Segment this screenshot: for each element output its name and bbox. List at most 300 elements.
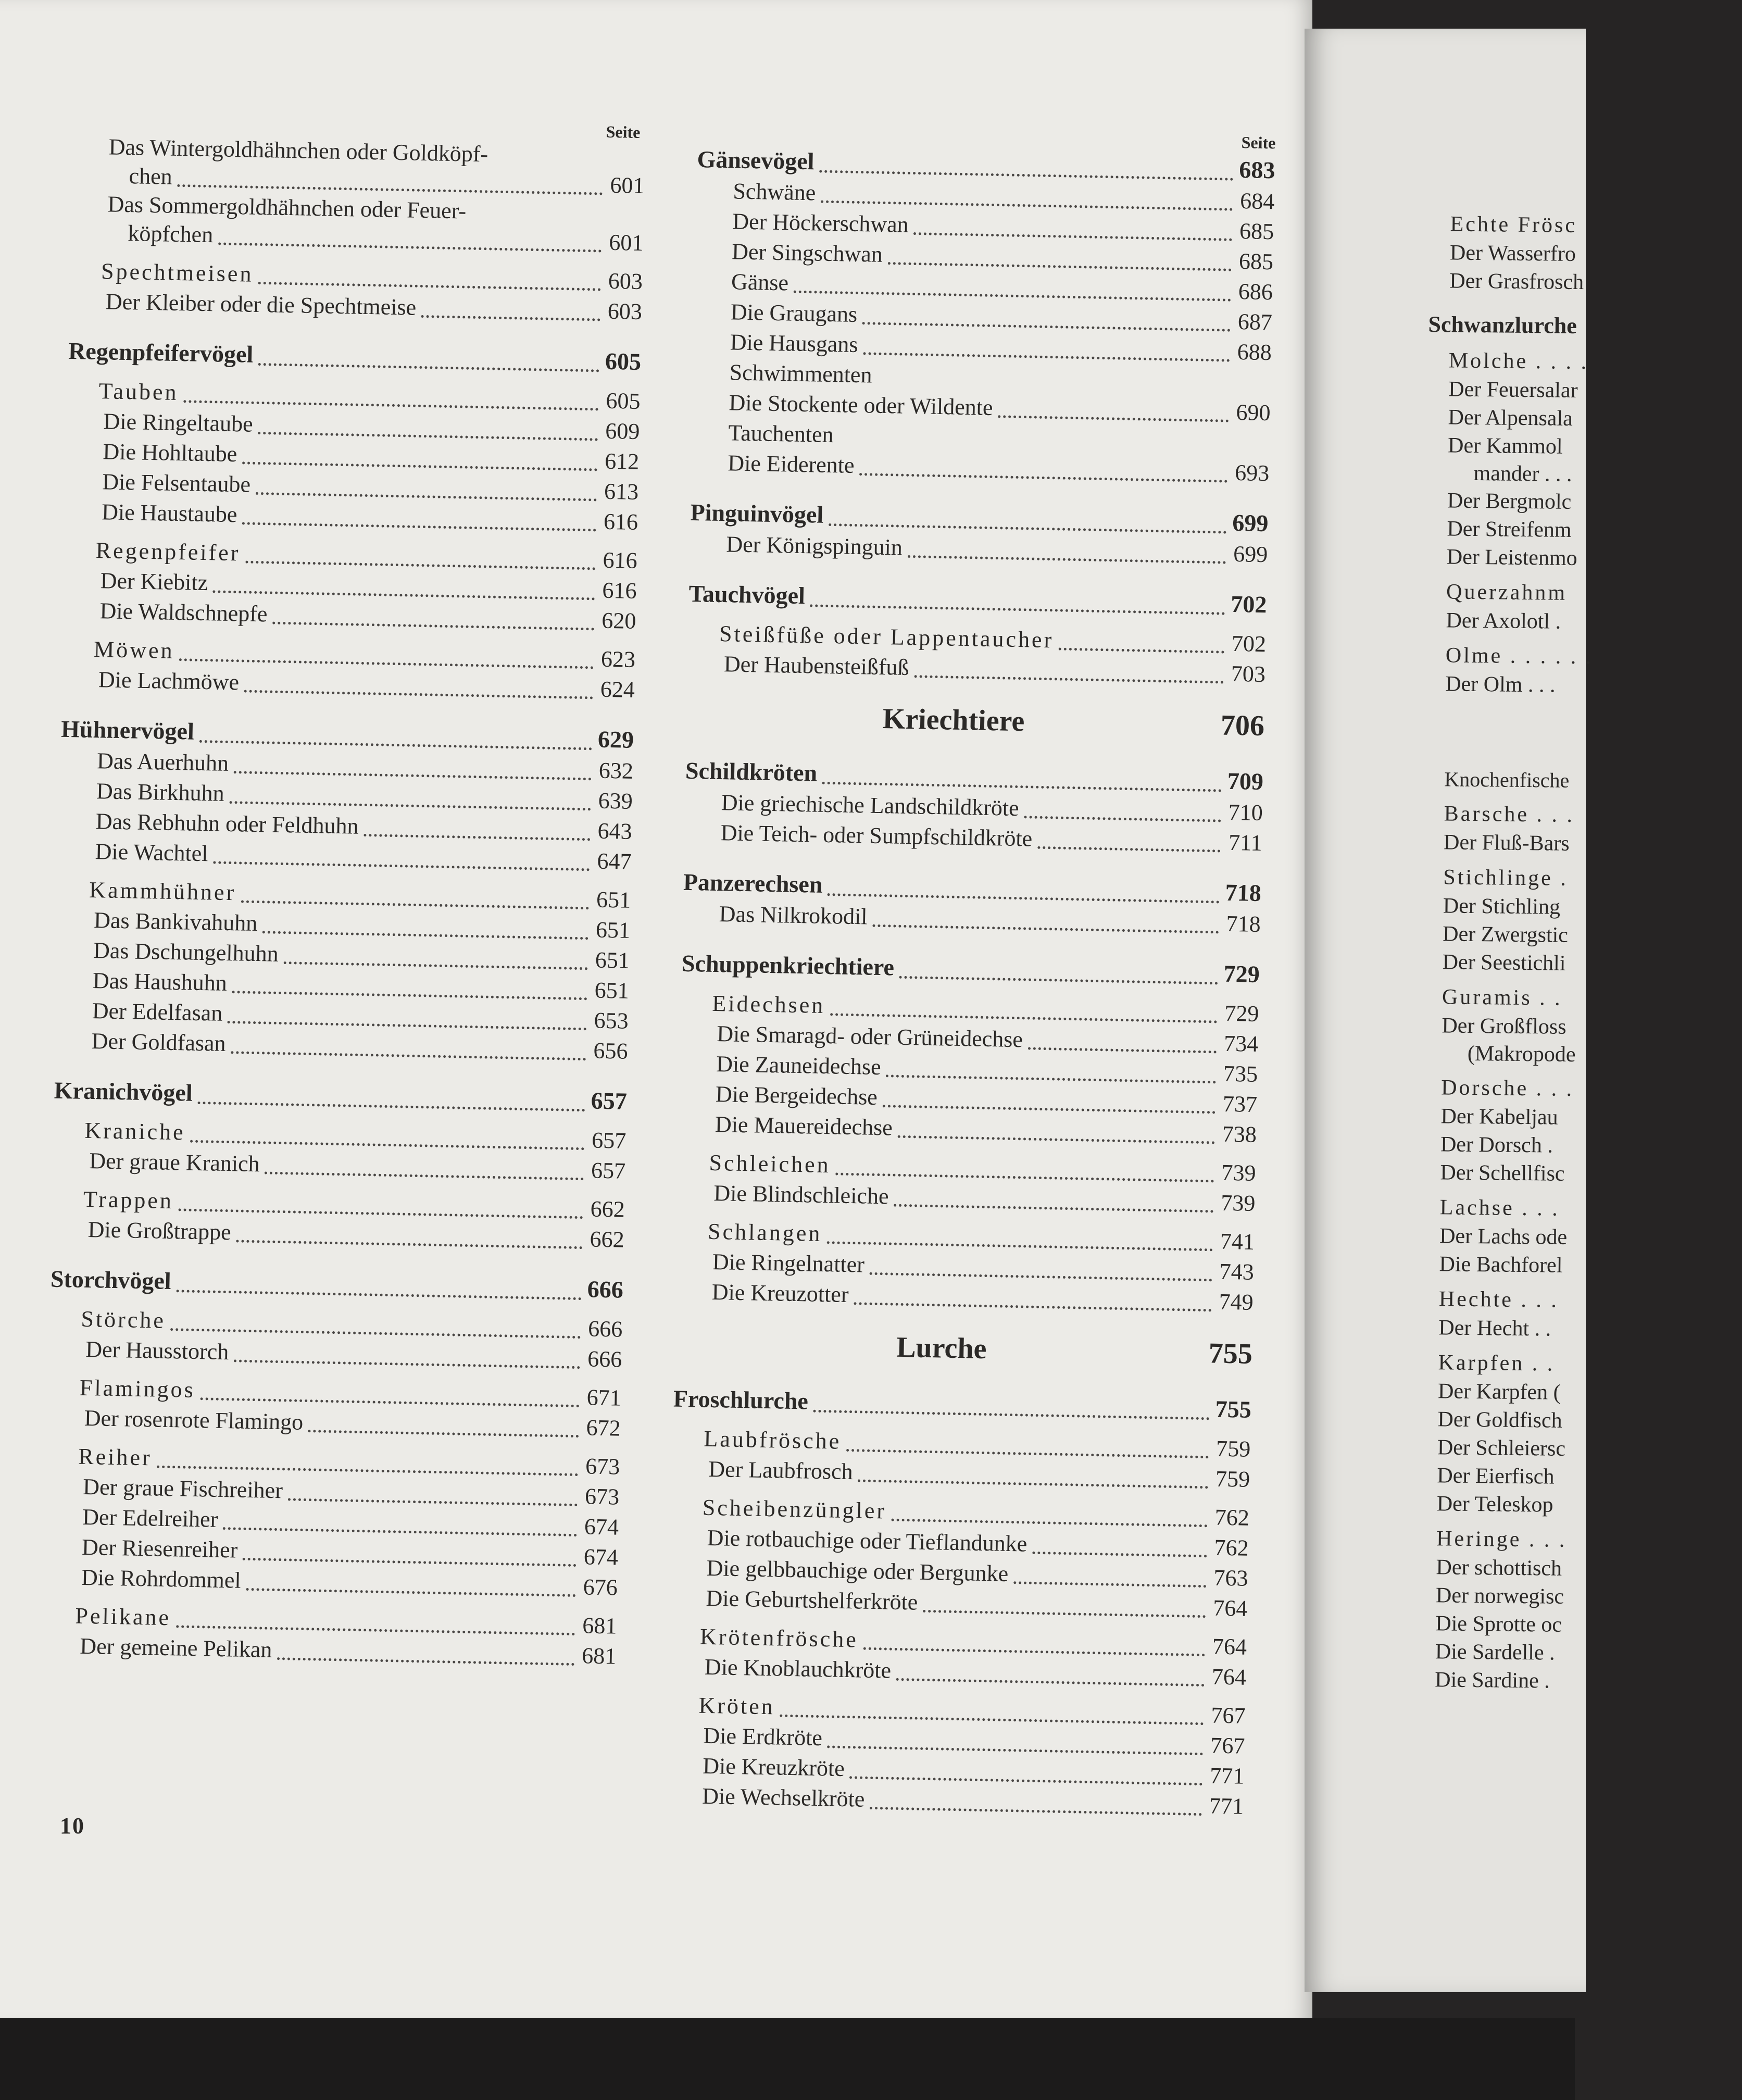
toc-entry-label: Die Lachmöwe [98,667,240,695]
toc-page-number: 681 [582,1613,617,1639]
toc-entry-label: Die Sardine . [1435,1668,1550,1693]
dot-leader [176,1290,581,1300]
dot-leader [849,1776,1202,1785]
dot-leader [262,931,588,940]
toc-entry-label: Der Hecht . . [1438,1316,1551,1341]
toc-entry-label: Der Goldfasan [91,1028,226,1056]
toc-page-number: 651 [595,947,630,973]
toc-group-heading [681,947,1260,991]
dot-leader [1059,647,1224,653]
toc-entry-label: Die Sprotte oc [1435,1611,1562,1637]
toc-group-heading [68,335,642,378]
toc-entry-label: Die Hohltaube [103,439,237,467]
toc-entry-label: Dorsche . . . [1440,1076,1574,1101]
toc-entry-label: Der Olm . . . [1445,672,1556,697]
dot-leader [870,1807,1202,1816]
toc-page-number: 706 [1220,709,1265,743]
dot-leader [283,961,587,970]
toc-entry-label: Laubfrösche [704,1426,842,1454]
toc-entry [1422,892,1735,923]
toc-entry-label: Die Ringelnatter [712,1248,865,1278]
toc-entry-label: Die Bergeidechse [715,1081,878,1110]
toc-entry-label: Die Kreuzotter [711,1279,849,1307]
toc-family-entry [1429,209,1742,242]
toc-page-number: 662 [590,1226,625,1253]
toc-column-middle [666,122,1276,1822]
toc-entry-label: Gänse [731,269,789,296]
toc-entry-label: Schildkröten [685,757,818,786]
dot-leader [258,363,599,372]
toc-entry-label: Der Bergmolc [1447,489,1572,514]
dot-leader [242,522,596,531]
toc-entry-label: Steißfüße oder Lappentaucher [719,620,1054,653]
toc-list [1414,209,1742,1697]
dot-leader [242,461,597,471]
toc-entry-label: Lurche [896,1331,987,1366]
toc-section-heading [674,1322,1252,1375]
toc-entry-label: Gänsevögel [697,145,814,175]
toc-entry-label: Krötenfrösche [699,1623,859,1653]
dot-leader [914,675,1223,683]
toc-entry-label: Hühnervögel [60,715,195,745]
toc-entry-label: Eidechsen [712,990,825,1018]
toc-entry-label: Schwimmenten [729,359,872,388]
toc-entry-label: Der Schleiersc [1437,1435,1566,1461]
toc-entry-label: Hechte . . . [1438,1287,1559,1312]
toc-page-number: 662 [590,1196,625,1222]
toc-entry [70,190,644,258]
toc-entry-label: Die Zauneidechse [716,1051,882,1080]
toc-entry-label: Kranichvögel [54,1077,193,1106]
toc-entry [1421,1011,1734,1043]
toc-page-number: 683 [1238,156,1275,184]
toc-page-number: 749 [1219,1289,1254,1315]
dot-leader [810,604,1225,615]
toc-page-number: 623 [600,646,636,672]
toc-entry-label: Der Singschwan [731,239,883,267]
toc-page-number: 656 [593,1038,629,1064]
toc-entry-label: Der Schellfisc [1440,1160,1565,1186]
toc-entry-label: Schleichen [709,1149,831,1178]
toc-entry-label: Kriechtiere [882,703,1025,738]
toc-entry-label: Regenpfeifervögel [68,337,254,368]
toc-column-right [1414,203,1742,1697]
toc-page-number: 764 [1211,1664,1247,1690]
toc-entry-label: Flamingos [79,1374,196,1403]
toc-page-number: 688 [1237,339,1272,366]
toc-entry-label: Das Nilkrokodil [719,901,868,930]
dot-leader [863,352,1230,362]
toc-family-entry [1428,346,1741,378]
toc-page-number: 718 [1226,910,1261,938]
toc-entry-label: Der Fluß-Bars [1443,830,1570,856]
toc-entry [1418,1250,1731,1281]
toc-entry-label: Schlangen [707,1218,822,1246]
toc-entry-label: Kammhühner [89,877,236,906]
toc-entry [1426,486,1739,518]
dot-leader [854,1302,1211,1311]
toc-entry [1420,1102,1733,1133]
toc-page-number: 729 [1223,960,1260,988]
toc-entry-label: Das Dschungelhuhn [93,938,279,967]
toc-page-number: 616 [602,577,637,604]
toc-page-number: 702 [1230,590,1267,618]
toc-entry-label: Tauchvögel [688,580,806,609]
toc-entry-label: Der Kleiber oder die Spechtmeise [105,289,417,320]
dot-leader [846,1449,1209,1458]
dot-leader [828,1745,1203,1755]
dot-leader [241,900,589,909]
toc-page-number: 767 [1211,1702,1246,1729]
toc-page-number: 601 [608,229,644,256]
toc-page-number: 755 [1208,1337,1253,1370]
toc-page-number: 653 [594,1007,629,1034]
toc-entry-label: Der Leistenmo [1446,545,1577,571]
dot-leader [858,1479,1208,1489]
toc-entry [1423,828,1736,859]
dot-leader [813,1410,1209,1420]
toc-page-number: 685 [1238,248,1274,275]
seite-header: Seite [1241,133,1276,153]
toc-page-number: 609 [605,418,640,445]
toc-page-number: 657 [591,1087,628,1115]
toc-entry [1414,1638,1727,1669]
toc-entry-label: Der Dorsch . [1440,1132,1553,1158]
toc-entry-label: Die Kreuzkröte [702,1753,845,1781]
dot-leader [265,1171,584,1180]
toc-group-heading [688,578,1267,621]
toc-entry-label: Der Wasserfro [1449,241,1576,266]
toc-entry-label: Der Feuersalar [1448,377,1578,403]
toc-entry-label: Die griechische Landschildkröte [721,790,1020,821]
toc-page-number: 699 [1233,541,1268,568]
toc-entry-label: Schuppenkriechtiere [681,949,895,981]
toc-entry-label: Der Teleskop [1436,1492,1553,1517]
toc-entry-label: Regenpfeifer [95,538,241,566]
dot-leader [223,1527,577,1536]
dot-leader [421,315,600,321]
toc-entry [1420,1130,1733,1161]
toc-entry-label: Der Zwergstic [1443,922,1569,947]
toc-entry-label: Tauben [98,378,179,405]
toc-entry-label: Der Grasfrosch [1449,269,1584,295]
toc-entry-label: Das Haushuhn [92,968,228,996]
toc-entry-continued [1426,459,1739,490]
toc-entry-label: Der Lachs ode [1439,1224,1568,1249]
toc-page-number: 741 [1220,1228,1255,1255]
dot-leader [244,690,593,699]
toc-entry-label: mander . . . [1473,461,1572,486]
dot-leader [236,1240,582,1249]
dot-leader [863,1647,1205,1657]
toc-page-number: 666 [587,1316,623,1342]
dot-leader [287,1498,577,1506]
toc-entry-label: Die Waldschnepfe [99,598,268,627]
toc-entry-label: Der gemeine Pelikan [79,1633,272,1663]
toc-entry [1427,375,1740,406]
toc-entry-label: Der Kabeljau [1440,1104,1558,1130]
toc-page-number: 629 [597,726,634,753]
toc-entry-label: Heringe . . . [1436,1527,1567,1552]
toc-group-heading [1428,309,1741,343]
toc-entry-label: Echte Frösc [1450,212,1577,238]
toc-page-number: 657 [591,1127,626,1154]
toc-page-number: 671 [586,1384,622,1411]
dot-leader [234,771,592,780]
toc-page-number: 603 [608,268,643,295]
toc-entry-label: Der Laubfrosch [708,1456,854,1485]
toc-entry-label: Die Teich- oder Sumpfschildkröte [720,820,1033,852]
toc-family-entry [1422,863,1735,895]
toc-entry-continued [1421,1040,1734,1070]
toc-page-number: 738 [1222,1121,1257,1147]
toc-entry-label: (Makropode [1467,1041,1576,1067]
dot-leader [1024,816,1221,822]
toc-entry [1417,1433,1730,1465]
dot-leader [364,834,590,841]
toc-entry-label: Olme . . . . . . [1445,643,1594,669]
toc-entry-label: Das Birkhuhn [96,778,225,806]
toc-entry [1425,606,1738,638]
toc-page-number: 764 [1212,1633,1247,1660]
toc-page-number: 613 [604,478,639,505]
toc-page-number: 762 [1214,1504,1250,1531]
dot-leader [246,1588,575,1597]
toc-entry-label: Die Graugans [730,299,858,327]
toc-page-number: 690 [1236,399,1271,426]
dot-leader [272,622,594,631]
toc-page-number: 702 [1231,630,1267,657]
toc-entry-label: Die Geburtshelferkröte [706,1585,918,1615]
toc-page-number: 643 [597,818,633,844]
toc-entry-label: Spechtmeisen [101,258,254,287]
toc-group-heading [673,1383,1251,1426]
toc-entry-label: Der rosenrote Flamingo [84,1405,304,1435]
toc-entry [1419,1158,1732,1190]
dot-leader [229,801,591,810]
toc-entry [1419,1222,1732,1253]
toc-entry-label: Der Edelreiher [82,1504,218,1532]
dot-leader [308,1430,579,1438]
dot-leader [1037,846,1221,853]
toc-page-number: 657 [591,1157,626,1184]
toc-page-number: 673 [584,1483,620,1510]
toc-page-number: 651 [596,886,631,913]
toc-page-number: 737 [1222,1091,1258,1117]
toc-entry-label: Die Knoblauchkröte [704,1654,892,1683]
toc-entry-label: Trappen [83,1186,174,1214]
toc-page-number: 703 [1231,660,1266,688]
toc-entry-label: Die Erdkröte [703,1722,823,1751]
toc-entry-label: Der Goldfisch [1437,1407,1562,1433]
toc-page-number: 639 [598,788,633,814]
dot-leader [899,976,1218,985]
toc-entry-label: Der Hausstorch [85,1336,229,1365]
toc-entry-label: Das Bankivahuhn [93,907,258,936]
toc-page-number: 729 [1224,1000,1259,1027]
toc-entry-label: Die Sardelle . [1435,1640,1555,1665]
toc-entry [1424,670,1737,701]
toc-page-number: 674 [584,1514,619,1540]
toc-page-number: 762 [1214,1534,1249,1561]
dot-leader [897,1135,1214,1144]
toc-entry [1426,515,1739,546]
toc-entry-label: Schwäne [733,178,816,206]
toc-page-number: 764 [1212,1595,1248,1621]
dot-leader [913,232,1232,241]
toc-page-number: 616 [603,508,638,535]
toc-page-number: 666 [587,1346,622,1372]
dot-leader [245,561,595,570]
dot-leader [998,415,1229,422]
toc-entry-label-continued: chen [129,163,173,190]
toc-entry-label: Der Karpfen ( [1437,1379,1561,1405]
toc-page-number: 686 [1238,278,1273,305]
toc-entry [1418,1314,1731,1345]
toc-entry-label: Die Blindschleiche [713,1180,889,1209]
toc-entry-label: Der Kammol [1447,433,1563,459]
toc-entry-label: Die Smaragd- oder Grüneidechse [716,1021,1023,1053]
dot-leader [894,1204,1213,1213]
toc-entry-label: Die Wechselkröte [701,1783,865,1812]
toc-page-number: 687 [1237,308,1273,335]
toc-page-number: 672 [586,1415,621,1441]
dot-leader [234,1359,580,1369]
toc-entry-label: Lachse . . . [1439,1195,1560,1221]
toc-page-number: 674 [583,1544,619,1570]
toc-entry [1427,403,1740,434]
toc-page-number: 743 [1219,1258,1255,1285]
dot-leader [862,322,1231,332]
dot-leader [886,1074,1216,1083]
toc-page-number: 711 [1228,829,1263,856]
dot-leader [887,262,1231,271]
toc-page-number: 673 [585,1453,620,1480]
toc-entry-label: Querzahnm [1446,580,1568,605]
toc-family-entry [1418,1284,1731,1317]
toc-family-entry [1425,577,1738,609]
toc-entry-label: Panzerechsen [683,868,823,898]
toc-section-heading [686,694,1264,747]
toc-page-number: 676 [583,1574,618,1601]
toc-family-entry [1420,1073,1733,1105]
toc-entry [71,133,645,201]
toc-entry [1415,1553,1728,1584]
toc-page-number: 718 [1225,879,1262,907]
toc-group-heading [50,1263,623,1306]
toc-entry-label: Die gelbbauchige oder Bergunke [706,1555,1009,1586]
table-background [0,2018,1575,2100]
toc-entry-label-continued: köpfchen [128,220,214,248]
toc-entry-label: Karpfen . . [1438,1351,1555,1376]
toc-page-number: 666 [587,1276,624,1303]
dot-leader [243,1558,577,1567]
toc-entry-label: Die Stockente oder Wildente [729,390,994,420]
toc-list [43,133,645,1672]
page-number: 10 [60,1813,85,1839]
toc-entry-label: Der Eierfisch [1437,1464,1555,1489]
toc-page-number: 699 [1232,509,1269,537]
toc-entry-label: Pinguinvögel [690,498,824,528]
toc-family-entry [1423,799,1736,831]
dot-leader [213,861,590,871]
toc-entry-label: Die Wachtel [95,839,208,867]
toc-entry [1429,239,1742,270]
toc-page-number: 651 [594,977,630,1004]
dot-leader [232,991,587,1000]
toc-entry-label: Die Rohrdommel [81,1564,242,1593]
toc-entry [1422,920,1735,951]
toc-page-number: 739 [1221,1159,1256,1186]
toc-page-number: 709 [1227,767,1264,795]
toc-family-entry [1415,1524,1728,1556]
toc-family-entry [1421,982,1734,1015]
toc-entry-label: Der schottisch [1436,1555,1562,1581]
toc-entry-label: Der Großfloss [1442,1014,1566,1039]
dot-leader [218,242,601,252]
toc-entry [1427,431,1740,463]
toc-entry-label: Knochenfische [1444,767,1570,792]
toc-entry-label: Das Rebhuhn oder Feldhuhn [95,808,359,839]
toc-entry-label: Das Wintergoldhähnchen oder Goldköpf- [108,134,488,167]
dot-leader [258,432,598,441]
toc-entry-label: Froschlurche [673,1385,809,1415]
toc-page-number: 759 [1215,1435,1251,1462]
toc-entry-label: Möwen [93,636,175,664]
toc-entry-label: Das Sommergoldhähnchen oder Feuer- [107,191,467,224]
dot-leader [228,1021,587,1030]
toc-entry-label: Schwanzlurche [1428,311,1577,339]
toc-entry-label: Der Königspinguin [725,531,903,560]
toc-entry-label: Die Eiderente [727,450,855,478]
toc-column-left [43,112,646,1672]
toc-subheading [1423,766,1736,796]
toc-entry-label: Die Bachforel [1439,1252,1563,1278]
toc-page-number: 739 [1220,1190,1256,1216]
toc-page-number: 605 [605,347,642,376]
toc-entry-label: Die Mauereidechse [715,1111,893,1141]
dot-leader [896,1678,1205,1686]
dot-leader [870,1272,1212,1282]
toc-entry-label: Das Auerhuhn [96,748,229,776]
toc-page-number: 755 [1215,1395,1252,1423]
toc-page-number: 605 [606,388,641,415]
toc-entry-label: Pelikane [75,1603,171,1631]
toc-entry-label: Der Haubensteißfuß [723,651,910,680]
toc-entry-label: Der Alpensala [1448,405,1573,431]
toc-entry-label: Die Großtrappe [87,1216,232,1245]
toc-entry-label: Die Haustaube [101,499,237,528]
toc-page-number: 624 [600,676,635,703]
dot-leader [277,1657,574,1666]
toc-entry-label: Die Ringeltaube [103,408,254,437]
toc-entry [1416,1490,1729,1521]
dot-leader [256,492,597,502]
toc-page-number: 632 [598,757,634,784]
toc-entry-label: Der Höckerschwan [732,208,909,238]
toc-entry [1417,1405,1730,1436]
toc-entry [1426,543,1739,574]
toc-entry-label: Die Hausgans [730,329,858,357]
toc-list [666,143,1275,1822]
toc-page-number: 734 [1223,1030,1259,1057]
toc-page-number: 684 [1239,188,1275,215]
toc-page-number: 612 [604,448,640,474]
toc-entry-label: Scheibenzüngler [702,1494,887,1524]
dot-leader [892,1519,1208,1528]
toc-entry [1417,1377,1730,1408]
dot-leader [923,1610,1206,1618]
